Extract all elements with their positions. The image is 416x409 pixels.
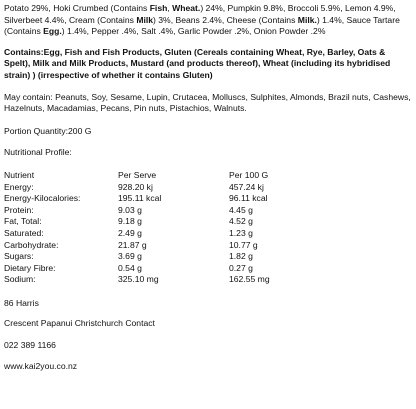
ingredient-text: ) 3%, Beans 2.4%, Cheese (Contains [153,14,298,25]
ingredients-list [4,3,412,38]
nutrition-row [4,182,349,194]
nutrition-row [4,263,349,275]
per-100g-value: 4.52 g [229,216,253,227]
per-serve-value: 9.18 g [118,216,142,227]
nutrient-name: Sodium: [4,274,36,285]
ingredient-text: , [167,3,173,13]
allergen-highlight: Egg. [43,26,62,37]
per-serve-value: 9.03 g [118,204,142,215]
allergen-highlight: Fish [149,3,168,13]
ingredient-text: Potato 29%, Hoki Crumbed (Contains [4,3,150,13]
allergen-highlight: Wheat. [172,3,201,13]
nutrient-name: Saturated: [4,227,44,238]
nutrient-name: Energy-Kilocalories: [4,193,81,204]
ingredient-text: ) 24%, Pumpkin 9.8%, Broccoli 5.9%, Lemon 4.9%, Silverbeet 4.4%, Cream (Contains [4,3,396,25]
per-serve-value: 21.87 g [118,239,147,250]
nutrition-row [4,216,349,228]
allergen-highlight: Milk [136,14,154,25]
nutrition-row [4,193,349,205]
per-serve-value: 2.49 g [118,227,142,238]
per-serve-value: 195.11 kcal [118,193,162,204]
per-100g-value: 1.82 g [229,251,253,262]
per-100g-value: 10.77 g [229,239,258,250]
per-serve-value: 3.69 g [118,251,142,262]
nutrition-row [4,205,349,217]
nutrition-row [4,251,349,263]
nutrition-table [4,170,349,286]
header-per-100g: Per 100 G [229,169,269,180]
nutrition-row [4,274,349,286]
nutrient-name: Carbohydrate: [4,239,59,250]
nutrient-name: Protein: [4,204,34,215]
nutrition-row [4,240,349,252]
header-per-serve: Per Serve [118,169,157,180]
nutrition-header-row [4,170,349,182]
per-100g-value: 457.24 kj [229,181,264,192]
portion-quantity: Portion Quantity:200 G [4,125,92,136]
per-100g-value: 162.55 mg [229,274,270,285]
contact-phone[interactable]: 022 389 1166 [4,340,56,351]
ingredient-text: ) 1.4%, Sauce Tartare (Contains [4,14,400,37]
per-100g-value: 1.23 g [229,227,253,238]
ingredient-text: ) 1.4%, Pepper .4%, Salt .4%, Garlic Powder .2%, Onion Powder .2% [61,26,326,37]
nutrient-name: Sugars: [4,251,34,262]
per-serve-value: 928.20 kj [118,181,153,192]
per-serve-value: 325.10 mg [118,274,159,285]
nutrient-name: Fat, Total: [4,216,42,227]
per-100g-value: 96.11 kcal [229,193,268,204]
allergen-contains: Contains:Egg, Fish and Fish Products, Gluten (Cereals containing Wheat, Rye, Barley, Oats & Spelt), Milk and Milk Products, Mustard (and products thereof), Wheat (including its hybridised strain) ) (irrespective of whether it contains Gluten) [4,46,391,80]
per-100g-value: 0.27 g [229,262,253,273]
nutrition-row [4,228,349,240]
website-link[interactable]: www.kai2you.co.nz [4,360,78,371]
nutrient-name: Dietary Fibre: [4,262,56,273]
address-line-2: Crescent Papanui Christchurch Contact [4,318,155,329]
per-100g-value: 4.45 g [229,204,253,215]
allergen-highlight: Milk. [297,14,317,25]
header-nutrient: Nutrient [4,169,35,180]
per-serve-value: 0.54 g [118,262,142,273]
nutrition-title: Nutritional Profile: [4,147,72,158]
address-line-1: 86 Harris [4,297,39,308]
nutrient-name: Energy: [4,181,34,192]
may-contain-list: May contain: Peanuts, Soy, Sesame, Lupin, Crutacea, Molluscs, Sulphites, Almonds, Brazil nuts, Cashews, Hazelnuts, Macadamias, Pecans, Pin nuts, Pistachios, Walnuts. [4,91,411,114]
